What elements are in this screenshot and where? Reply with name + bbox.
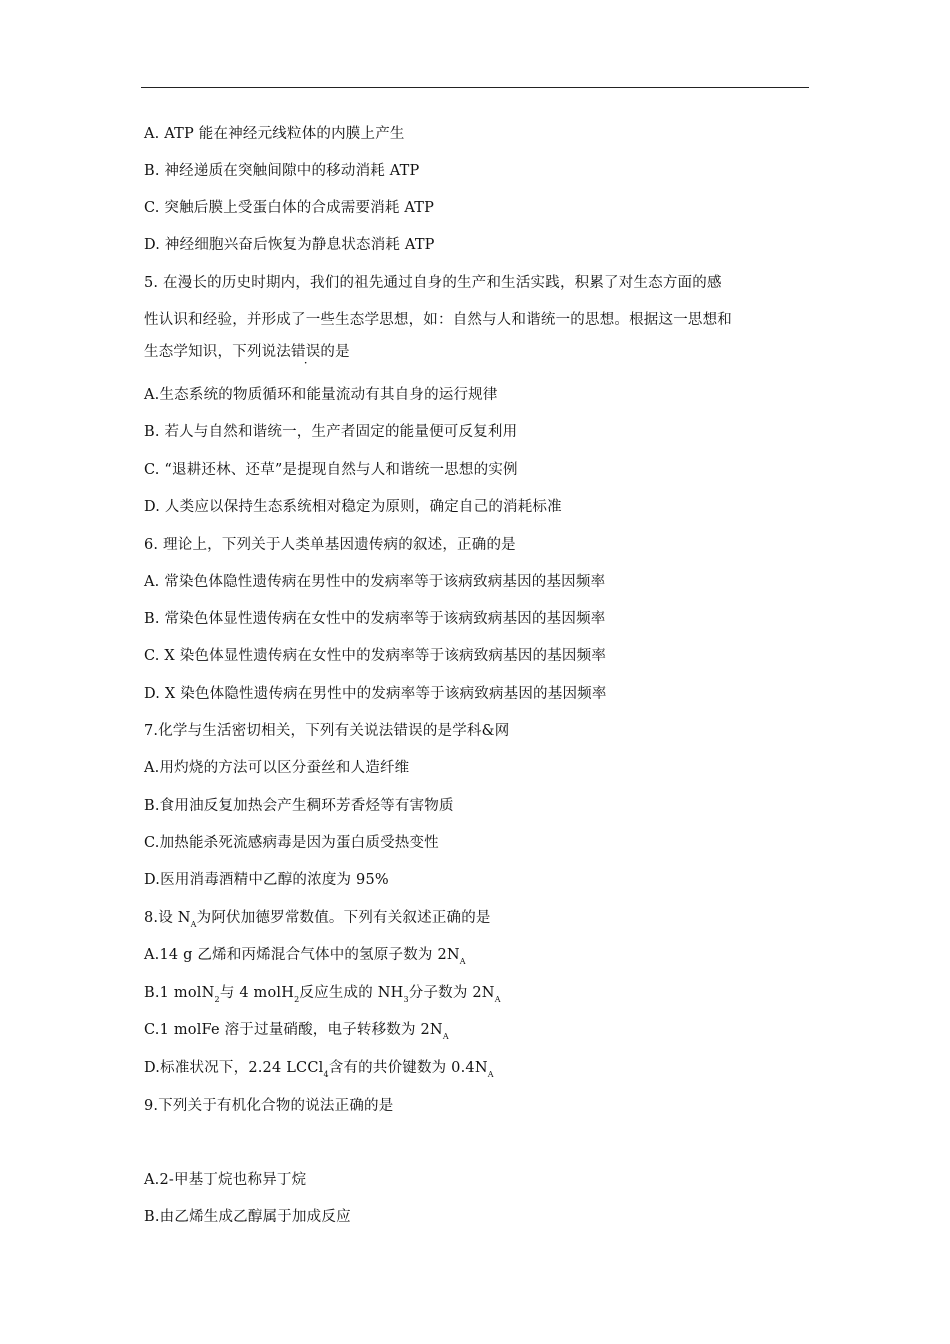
q9-option-a: A.2-甲基丁烷也称异丁烷 xyxy=(144,1172,307,1188)
q8-option-d: D.标准状况下，2.24 LCCl$_4$含有的共价键数为 $0.4N_A$ xyxy=(144,1060,494,1079)
q5-stem-line1: 5. 在漫长的历史时期内，我们的祖先通过自身的生产和生活实践，积累了对生态方面的感 xyxy=(144,275,722,291)
q7-option-b: B.食用油反复加热会产生稠环芳香烃等有害物质 xyxy=(144,798,454,814)
q5-option-b: B. 若人与自然和谐统一，生产者固定的能量便可反复利用 xyxy=(144,424,518,440)
q9-option-b: B.由乙烯生成乙醇属于加成反应 xyxy=(144,1209,351,1225)
q8-option-b: B.1 molN$_2$与 4 molH$_2$反应生成的 $NH_3$分子数为 $2N_A$ xyxy=(144,985,501,1004)
q8-stem: 8.设 $N_A$为阿伏加德罗常数值。下列有关叙述正确的是 xyxy=(144,910,491,929)
emphasis-dots: 错误 xyxy=(291,344,321,360)
q5-option-c: C. “退耕还林、还草”是提现自然与人和谐统一思想的实例 xyxy=(144,462,518,478)
q4-option-d: D. 神经细胞兴奋后恢复为静息状态消耗 ATP xyxy=(144,237,435,253)
q5-stem-line2: 性认识和经验，并形成了一些生态学思想，如：自然与人和谐统一的思想。根据这一思想和 xyxy=(144,312,732,328)
q6-option-c: C. X 染色体显性遗传病在女性中的发病率等于该病致病基因的基因频率 xyxy=(144,648,607,664)
q8-option-a: A.14 g 乙烯和丙烯混合气体中的氢原子数为 $2N_A$ xyxy=(144,947,466,966)
q4-option-c: C. 突触后膜上受蛋白体的合成需要消耗 ATP xyxy=(144,200,435,216)
q7-option-d: D.医用消毒酒精中乙醇的浓度为 95% xyxy=(144,872,389,888)
q6-option-a: A. 常染色体隐性遗传病在男性中的发病率等于该病致病基因的基因频率 xyxy=(144,574,606,590)
q9-stem: 9.下列关于有机化合物的说法正确的是 xyxy=(144,1098,394,1114)
q6-option-d: D. X 染色体隐性遗传病在男性中的发病率等于该病致病基因的基因频率 xyxy=(144,686,607,702)
q7-option-a: A.用灼烧的方法可以区分蚕丝和人造纤维 xyxy=(144,760,410,776)
q5-option-d: D. 人类应以保持生态系统相对稳定为原则，确定自己的消耗标准 xyxy=(144,499,562,515)
q6-stem: 6. 理论上，下列关于人类单基因遗传病的叙述，正确的是 xyxy=(144,537,516,553)
q5-stem-line3: 生态学知识，下列说法错误的是 xyxy=(144,344,350,360)
q6-option-b: B. 常染色体显性遗传病在女性中的发病率等于该病致病基因的基因频率 xyxy=(144,611,606,627)
q5-option-a: A.生态系统的物质循环和能量流动有其自身的运行规律 xyxy=(144,387,498,403)
header-rule xyxy=(141,87,809,88)
q7-stem: 7.化学与生活密切相关，下列有关说法错误的是学科&网 xyxy=(144,723,510,739)
q8-option-c: C.1 molFe 溶于过量硝酸，电子转移数为 $2N_A$ xyxy=(144,1022,449,1041)
q4-option-b: B. 神经递质在突触间隙中的移动消耗 ATP xyxy=(144,163,420,179)
q7-option-c: C.加热能杀死流感病毒是因为蛋白质受热变性 xyxy=(144,835,439,851)
q4-option-a: A. ATP 能在神经元线粒体的内膜上产生 xyxy=(144,126,405,142)
